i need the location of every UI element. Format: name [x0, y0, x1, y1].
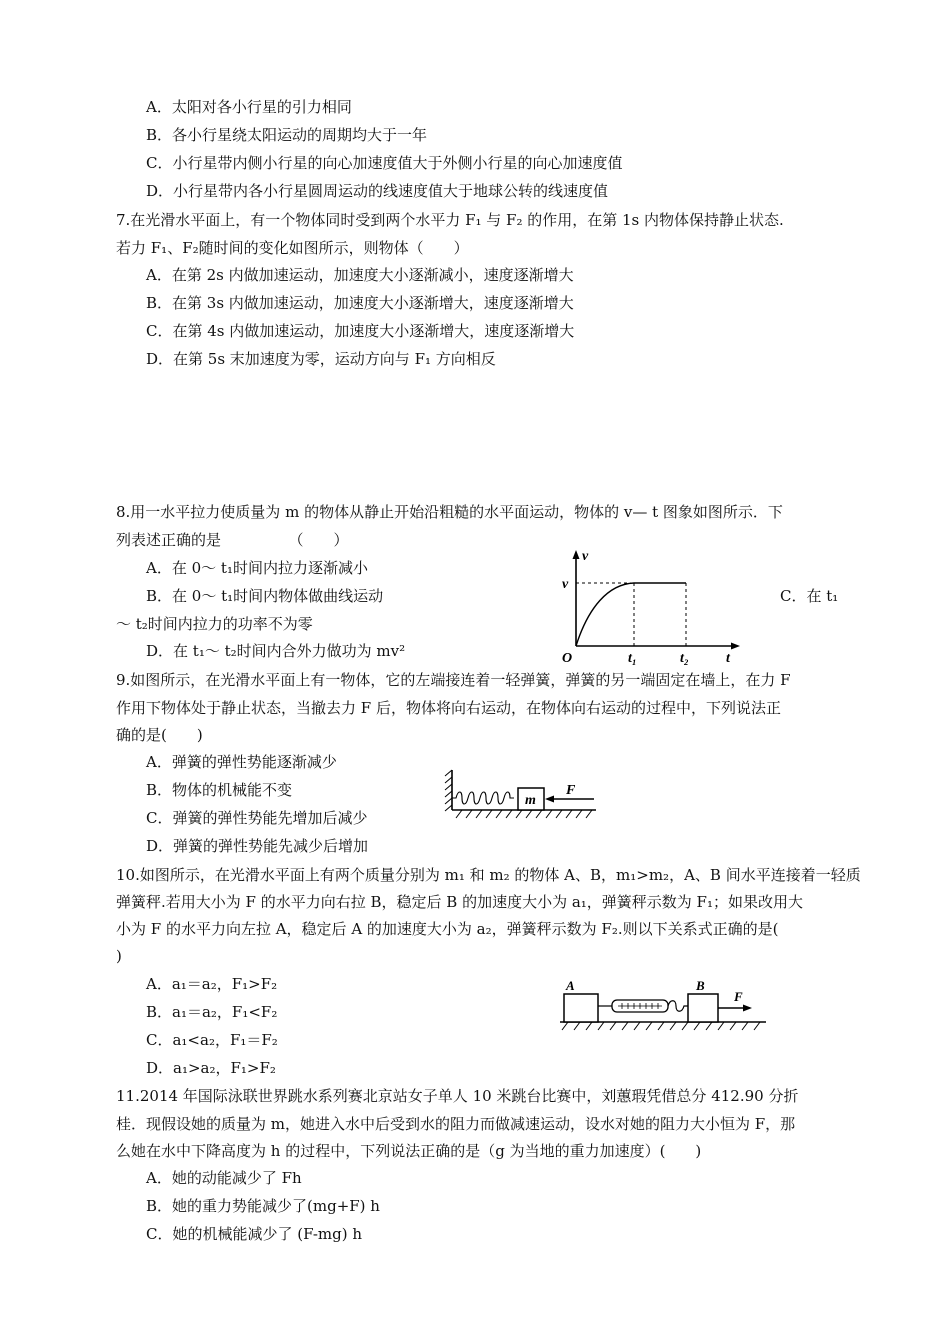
graph-x-label: t [726, 651, 730, 666]
q8-stem-line2: 列表述正确的是 （ ） [116, 531, 349, 549]
q9-stem-line1: 9.如图所示，在光滑水平面上有一物体，它的左端接连着一轻弹簧，弹簧的另一端固定在墙上，在力 F [116, 671, 791, 689]
graph-y-arrow [573, 550, 580, 559]
q9-option-a: A．弹簧的弹性势能逐渐减少 [146, 753, 337, 771]
ab-force-arrowhead [743, 1005, 752, 1012]
floor-hatch [456, 810, 592, 818]
q10-option-a: A．a₁＝a₂，F₁>F₂ [146, 975, 278, 993]
balance-right-hook [668, 1001, 688, 1012]
q8-option-d: D．在 t₁～ t₂时间内合外力做功为 mv² [146, 642, 406, 660]
q7-stem-line1: 7.在光滑水平面上，有一个物体同时受到两个水平力 F₁ 与 F₂ 的作用，在第 1s 内物体保持静止状态. [116, 211, 784, 229]
q10-option-b: B．a₁＝a₂，F₁<F₂ [146, 1003, 278, 1021]
q11-option-c: C．她的机械能减少了 (F-mg) h [146, 1225, 363, 1243]
velocity-curve [576, 583, 686, 646]
spring [452, 792, 514, 804]
force-label: F [566, 783, 576, 798]
block-a-label: A [566, 978, 575, 993]
block-b [688, 994, 718, 1022]
q9-stem-line2: 作用下物体处于静止状态，当撤去力 F 后，物体将向右运动，在物体向右运动的过程中，下列说法正 [116, 699, 781, 717]
q8-option-a: A．在 0～ t₁时间内拉力逐渐减小 [146, 559, 368, 577]
q9-option-d: D．弹簧的弹性势能先减少后增加 [146, 837, 369, 855]
q7-option-c: C．在第 4s 内做加速运动，加速度大小逐渐增大，速度逐渐增大 [146, 322, 575, 340]
q9-option-b: B．物体的机械能不变 [146, 781, 293, 799]
ab-diagram [556, 976, 770, 1032]
graph-x-arrow [731, 643, 740, 650]
q9-stem-line3: 确的是( ) [116, 726, 203, 744]
graph-y-label: v [582, 549, 589, 564]
q10-option-c: C．a₁<a₂，F₁＝F₂ [146, 1031, 278, 1049]
q7-option-b: B．在第 3s 内做加速运动，加速度大小逐渐增大，速度逐渐增大 [146, 294, 574, 312]
graph-v-label: v [562, 577, 569, 592]
vt-graph [556, 546, 746, 668]
wall-hatch [445, 770, 452, 811]
graph-origin-label: O [562, 651, 573, 666]
q10-stem-line4: ) [116, 947, 122, 965]
mass-label: m [525, 793, 536, 808]
q8-option-c-cont: ～ t₂时间内拉力的功率不为零 [116, 615, 313, 633]
graph-t2-label: t₂ [680, 651, 689, 666]
q9-option-c: C．弹簧的弹性势能先增加后减少 [146, 809, 368, 827]
q8-option-b: B．在 0～ t₁时间内物体做曲线运动 [146, 587, 384, 605]
q6-option-a: A．太阳对各小行星的引力相同 [146, 98, 352, 116]
q6-option-b: B．各小行星绕太阳运动的周期均大于一年 [146, 126, 428, 144]
q11-stem-line3: 么她在水中下降高度为 h 的过程中，下列说法正确的是（g 为当地的重力加速度）( ) [116, 1142, 702, 1160]
q7-stem-line2: 若力 F₁、F₂随时间的变化如图所示，则物体（ ） [116, 239, 469, 257]
q7-option-a: A．在第 2s 内做加速运动，加速度大小逐渐减小，速度逐渐增大 [146, 266, 574, 284]
q10-option-d: D．a₁>a₂，F₁>F₂ [146, 1059, 276, 1077]
q6-option-d: D．小行星带内各小行星圆周运动的线速度值大于地球公转的线速度值 [146, 182, 609, 200]
force-arrowhead [545, 796, 554, 803]
q8-option-c-start: C．在 t₁ [780, 587, 839, 605]
q11-stem-line2: 桂．现假设她的质量为 m，她进入水中后受到水的阻力而做减速运动，设水对她的阻力大小恒为 F，那 [116, 1115, 796, 1133]
q11-stem-line1: 11.2014 年国际泳联世界跳水系列赛北京站女子单人 10 米跳台比赛中，刘蕙瑕凭借总分 412.90 分折 [116, 1087, 799, 1105]
block-a [564, 994, 598, 1022]
q11-option-b: B．她的重力势能减少了(mg+F) h [146, 1197, 380, 1215]
q6-option-c: C．小行星带内侧小行星的向心加速度值大于外侧小行星的向心加速度值 [146, 154, 623, 172]
q10-stem-line1: 10.如图所示，在光滑水平面上有两个质量分别为 m₁ 和 m₂ 的物体 A、B，m₁>m₂，A、B 间水平连接着一轻质 [116, 866, 861, 884]
q8-stem-line1: 8.用一水平拉力使质量为 m 的物体从静止开始沿粗糙的水平面运动，物体的 v— t 图象如图所示．下 [116, 503, 783, 521]
graph-t1-label: t₁ [628, 651, 637, 666]
q11-option-a: A．她的动能减少了 Fh [146, 1169, 302, 1187]
q7-option-d: D．在第 5s 末加速度为零，运动方向与 F₁ 方向相反 [146, 350, 496, 368]
ab-floor-hatch [562, 1022, 760, 1030]
ab-force-label: F [734, 989, 743, 1004]
block-b-label: B [696, 978, 705, 993]
spring-diagram [444, 766, 604, 822]
q10-stem-line3: 小为 F 的水平力向左拉 A，稳定后 A 的加速度大小为 a₂，弹簧秤示数为 F₂.则以下关系式正确的是( [116, 920, 779, 938]
q10-stem-line2: 弹簧秤.若用大小为 F 的水平力向右拉 B，稳定后 B 的加速度大小为 a₁，弹簧秤示数为 F₁；如果改用大 [116, 893, 803, 911]
